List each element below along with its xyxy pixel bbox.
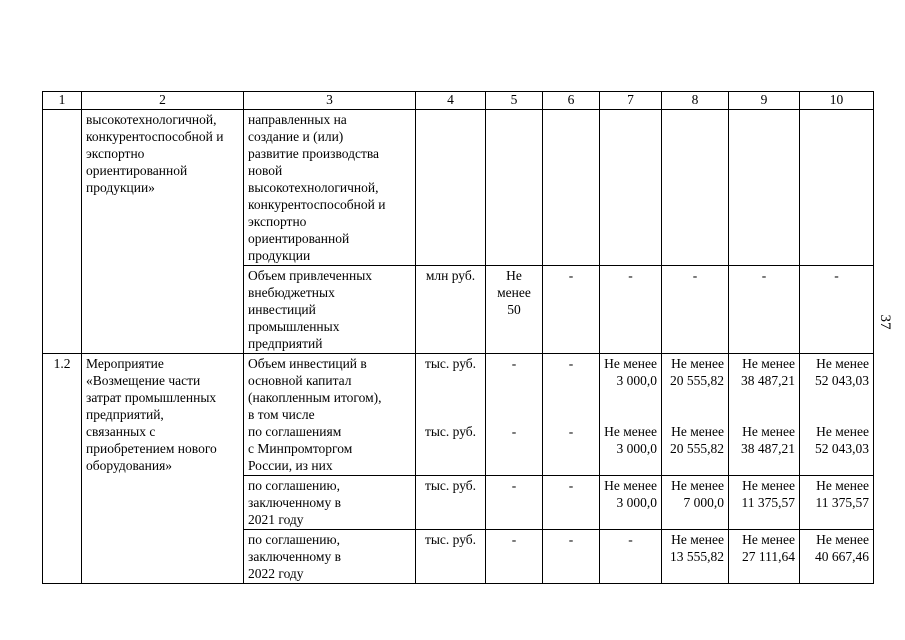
value-cell [729, 110, 800, 266]
value-cell: - [543, 530, 600, 584]
value-cell: Не менее 13 555,82 [662, 530, 729, 584]
value-cell: Не менее 27 111,64 [729, 530, 800, 584]
unit-cell [416, 110, 486, 266]
indicators-table [42, 91, 874, 584]
page-number: 37 [877, 314, 893, 330]
unit-cell: тыс. руб. [416, 530, 486, 584]
activity-name-cell: Мероприятие «Возмещение части затрат промышленных предприятий, связанных с приобретением нового оборудования» [82, 354, 244, 584]
indicator-cell: направленных на создание и (или) развитие производства новой высокотехнологичной, конкурентоспособной и экспортно ориентированной продукции [244, 110, 416, 266]
value-cell [600, 110, 662, 266]
header-cell: 5 [486, 92, 543, 110]
value-cell: Не менее 52 043,03 Не менее 52 043,03 [800, 354, 874, 476]
row-number-cell [43, 110, 82, 354]
value-cell [486, 110, 543, 266]
value-cell [800, 110, 874, 266]
unit-cell: тыс. руб. [416, 476, 486, 530]
value-cell: - [486, 530, 543, 584]
indicator-cell: Объем привлеченных внебюджетных инвестиций промышленных предприятий [244, 266, 416, 354]
value-cell: Не менее 11 375,57 [800, 476, 874, 530]
value-cell: - [543, 476, 600, 530]
value-cell: Не менее 7 000,0 [662, 476, 729, 530]
table-row [43, 354, 874, 476]
unit-cell: тыс. руб. тыс. руб. [416, 354, 486, 476]
header-cell: 1 [43, 92, 82, 110]
header-cell: 10 [800, 92, 874, 110]
indicator-cell: по соглашению, заключенному в 2021 году [244, 476, 416, 530]
value-cell: - [729, 266, 800, 354]
header-cell: 7 [600, 92, 662, 110]
value-cell: Не менее 40 667,46 [800, 530, 874, 584]
value-cell: Не менее 20 555,82 Не менее 20 555,82 [662, 354, 729, 476]
value-cell: - [662, 266, 729, 354]
value-cell: - [543, 266, 600, 354]
value-cell: Не менее 11 375,57 [729, 476, 800, 530]
value-cell: Не менее 50 [486, 266, 543, 354]
value-cell [662, 110, 729, 266]
header-cell: 3 [244, 92, 416, 110]
header-cell: 9 [729, 92, 800, 110]
value-cell: Не менее 38 487,21 Не менее 38 487,21 [729, 354, 800, 476]
value-cell: - - [486, 354, 543, 476]
indicator-cell: Объем инвестиций в основной капитал (накопленным итогом), в том числе по соглашениям с Минпромторгом России, из них [244, 354, 416, 476]
header-cell: 4 [416, 92, 486, 110]
header-row [43, 92, 874, 110]
header-cell: 8 [662, 92, 729, 110]
value-cell [543, 110, 600, 266]
header-cell: 6 [543, 92, 600, 110]
value-cell: Не менее 3 000,0 Не менее 3 000,0 [600, 354, 662, 476]
value-cell: - [600, 530, 662, 584]
value-cell: - [800, 266, 874, 354]
indicator-cell: по соглашению, заключенному в 2022 году [244, 530, 416, 584]
value-cell: - [486, 476, 543, 530]
header-cell: 2 [82, 92, 244, 110]
table-row [43, 110, 874, 266]
row-number-cell: 1.2 [43, 354, 82, 584]
unit-cell: млн руб. [416, 266, 486, 354]
value-cell: Не менее 3 000,0 [600, 476, 662, 530]
activity-name-cell: высокотехнологичной, конкурентоспособной и экспортно ориентированной продукции» [82, 110, 244, 354]
value-cell: - - [543, 354, 600, 476]
value-cell: - [600, 266, 662, 354]
